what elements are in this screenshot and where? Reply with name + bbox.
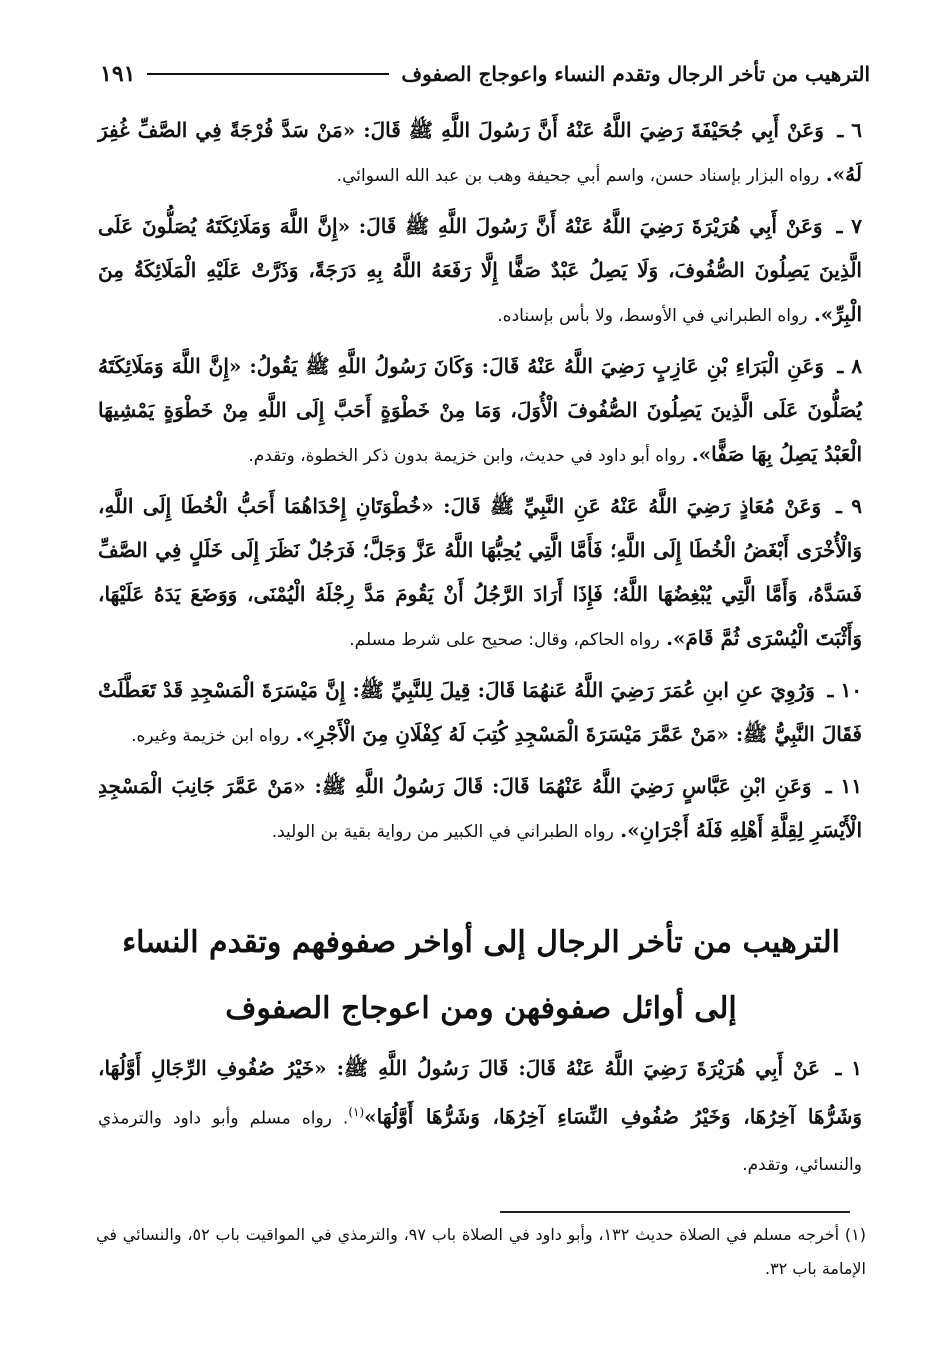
running-title: الترهيب من تأخر الرجال وتقدم النساء واعوجاج الصفوف xyxy=(401,62,870,86)
footnote-marker: (١) xyxy=(348,1105,365,1119)
hadith-source: رواه الطبراني في الكبير من رواية بقية بن الوليد. xyxy=(271,822,614,842)
hadith-11 xyxy=(98,764,862,854)
footnote-text: أخرجه مسلم في الصلاة حديث ١٣٢، وأبو داود في الصلاة باب ٩٧، والترمذي في المواقيت باب ٥٢، والنسائي في الإمامة باب ٣٢. xyxy=(96,1225,866,1278)
hadith-text: وَعَنِ الْبَرَاءِ بْنِ عَازِبٍ رَضِيَ اللَّهُ عَنْهُ قَالَ: وَكَانَ رَسُولُ اللَّهِ ﷺ يَقُولُ: «إِنَّ اللَّهَ وَمَلَائِكَتَهُ يُصَلُّونَ عَلَى الَّذِينَ يَصِلُونَ الصُّفُوفَ الْأُوَلَ، وَمَا مِنْ خَطْوَةٍ أَحَبَّ إِلَى اللَّهِ مِنْ خَطْوَةٍ يَمْشِيهَا الْعَبْدُ يَصِلُ بِهَا صَفًّا». xyxy=(98,354,862,466)
hadith-source: رواه الحاكم، وقال: صحيح على شرط مسلم. xyxy=(349,630,660,650)
hadith-number: ١٠ ـ xyxy=(827,678,862,702)
hadith-number: ٧ ـ xyxy=(836,214,863,238)
section-body xyxy=(98,1046,862,1193)
hadith-number: ١١ ـ xyxy=(825,774,863,798)
footnote xyxy=(96,1218,866,1286)
hadith-number: ١ ـ xyxy=(835,1056,863,1080)
hadith-text: وَعَنِ ابْنِ عَبَّاسٍ رَضِيَ اللَّهُ عَنْهُمَا قَالَ: قَالَ رَسُولُ اللَّهِ ﷺ: «مَنْ عَمَّرَ جَانِبَ الْمَسْجِدِ الْأَيْسَرِ لِقِلَّةِ أَهْلِهِ فَلَهُ أَجْرَانِ». xyxy=(98,774,862,842)
header-rule xyxy=(147,73,389,75)
hadith-source: رواه الطبراني في الأوسط، ولا بأس بإسناده. xyxy=(497,306,808,326)
hadith-source: رواه البزار بإسناد حسن، واسم أبي جحيفة وهب بن عبد الله السوائي. xyxy=(336,166,820,186)
hadith-number: ٦ ـ xyxy=(837,118,863,142)
hadith-7 xyxy=(98,204,862,338)
hadith-source: . رواه مسلم وأبو داود والترمذي والنسائي، وتقدم. xyxy=(98,1108,862,1175)
section-title xyxy=(90,910,872,1042)
hadith-number: ٩ ـ xyxy=(835,494,863,518)
section-title-line-2: إلى أوائل صفوفهن ومن اعوجاج الصفوف xyxy=(225,991,737,1026)
hadith-text: وَرُوِيَ عنِ ابنِ عُمَرَ رَضِيَ اللَّهُ عَنهُمَا قَالَ: قِيلَ لِلنَّبِيِّ ﷺ: إِنَّ مَيْسَرَةَ الْمَسْجِدِ قَدْ تَعَطَّلَتْ فَقَالَ النَّبِيُّ ﷺ: «مَنْ عَمَّرَ مَيْسَرَةَ الْمَسْجِدِ كُتِبَ لَهُ كِفْلَانِ مِنَ الْأَجْرِ». xyxy=(98,678,862,746)
page-header xyxy=(100,56,870,92)
footnote-rule xyxy=(500,1211,850,1213)
hadith-9 xyxy=(98,484,862,662)
section-hadith-1 xyxy=(98,1046,862,1187)
hadith-list xyxy=(98,108,862,860)
hadith-source: رواه ابن خزيمة وغيره. xyxy=(131,726,290,746)
hadith-text: وَعَنْ أَبِي هُرَيْرَةَ رَضِيَ اللَّهُ عَنْهُ أَنَّ رَسُولَ اللَّهِ ﷺ قَالَ: «إِنَّ اللَّهَ وَمَلَائِكَتَهُ يُصَلُّونَ عَلَى الَّذِينَ يَصِلُونَ الصُّفُوفَ، وَلَا يَصِلُ عَبْدٌ صَفًّا إِلَّا رَفَعَهُ اللَّهُ بِهِ دَرَجَةً، وَذَرَّتْ عَلَيْهِ الْمَلَائِكَةُ مِنَ الْبِرِّ». xyxy=(98,214,862,326)
hadith-text: وَعَنْ أَبِي جُحَيْفَةَ رَضِيَ اللَّهُ عَنْهُ أَنَّ رَسُولَ اللَّهِ ﷺ قَالَ: «مَنْ سَدَّ فُرْجَةً فِي الصَّفِّ غُفِرَ لَهُ». xyxy=(98,118,862,186)
section-title-line-1: الترهيب من تأخر الرجال إلى أواخر صفوفهم وتقدم النساء xyxy=(122,925,840,960)
hadith-text: وَعَنْ مُعَاذٍ رَضِيَ اللَّهُ عَنْهُ عَنِ النَّبِيِّ ﷺ قَالَ: «خُطْوَتَانِ إِحْدَاهُمَا أَحَبُّ الْخُطَا إِلَى اللَّهِ، وَالْأُخْرَى أَبْغَضُ الْخُطَا إِلَى اللَّهِ؛ فَأَمَّا الَّتِي يُحِبُّهَا اللَّهُ عَزَّ وَجَلَّ؛ فَرَجُلٌ نَظَرَ إِلَى خَلَلٍ فِي الصَّفِّ فَسَدَّهُ، وَأَمَّا الَّتِي يُبْغِضُهَا اللَّهُ؛ فَإِذَا أَرَادَ الرَّجُلُ أَنْ يَقُومَ مَدَّ رِجْلَهُ الْيُمْنَى، وَوَضَعَ يَدَهُ عَلَيْهَا، وَأَثْبَتَ الْيُسْرَى ثُمَّ قَامَ». xyxy=(98,494,862,650)
hadith-source: رواه أبو داود في حديث، وابن خزيمة بدون ذكر الخطوة، وتقدم. xyxy=(248,446,686,466)
footnote-number: (١) xyxy=(844,1225,866,1244)
page-number: ١٩١ xyxy=(100,61,136,87)
hadith-8 xyxy=(98,344,862,478)
hadith-number: ٨ ـ xyxy=(837,354,863,378)
hadith-6 xyxy=(98,108,862,198)
hadith-text: عَنْ أَبِي هُرَيْرَةَ رَضِيَ اللَّهُ عَنْهُ قَالَ: قَالَ رَسُولُ اللَّهِ ﷺ: «خَيْرُ صُفُوفِ الرِّجَالِ أَوَّلُهَا، وَشَرُّهَا آخِرُهَا، وَخَيْرُ صُفُوفِ النِّسَاءِ آخِرُهَا، وَشَرُّهَا أَوَّلُهَا» xyxy=(98,1056,862,1129)
hadith-10 xyxy=(98,668,862,758)
